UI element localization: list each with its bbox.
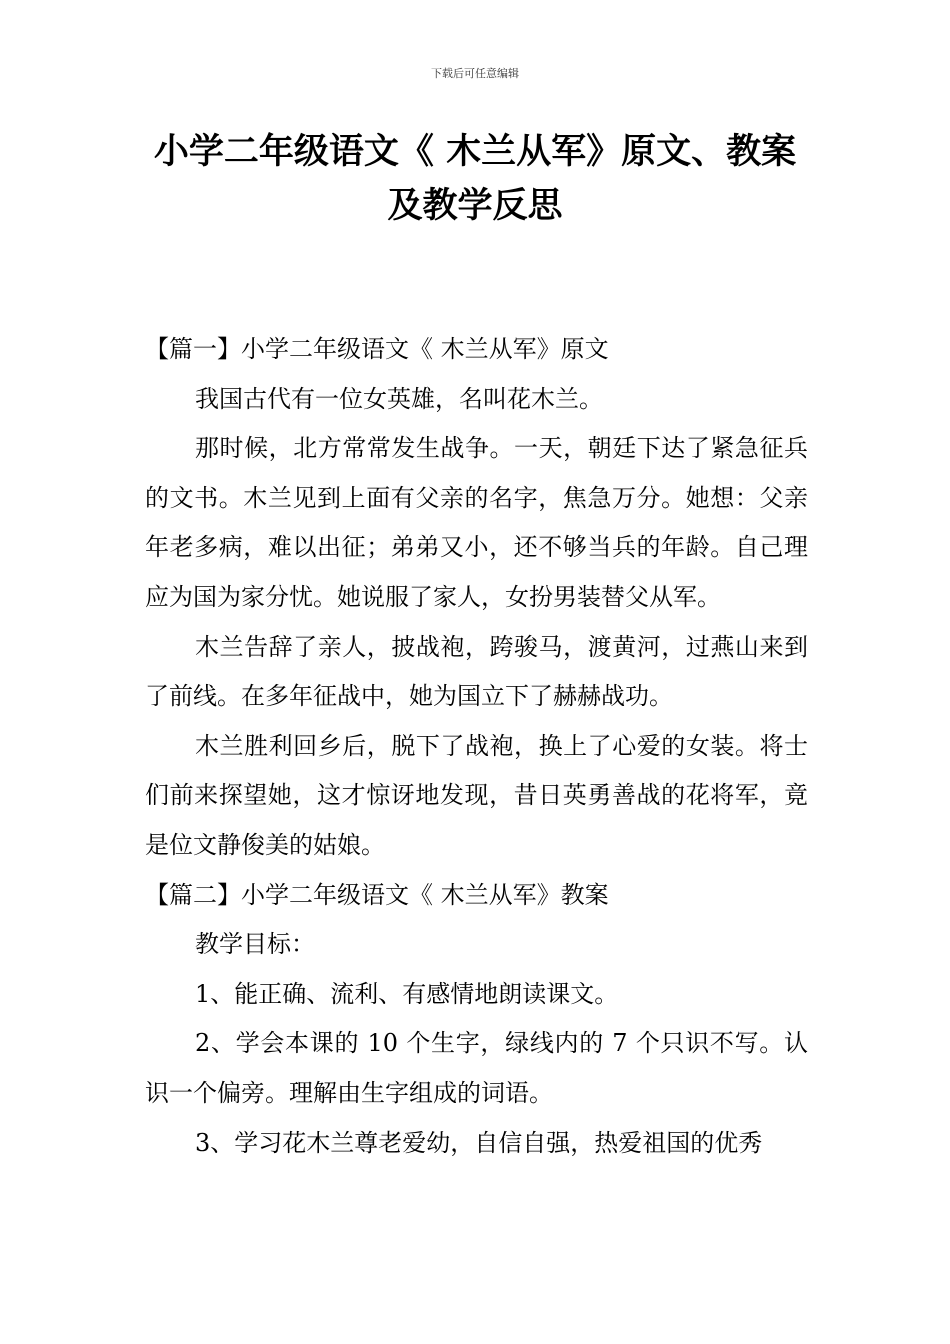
list-item: 1、能正确、流利、有感情地朗读课文。 bbox=[195, 979, 619, 1008]
paragraph: 木兰告辞了亲人，披战袍，跨骏马，渡黄河，过燕山来到了前线。在多年征战中，她为国立下了赫赫战功。 bbox=[145, 632, 808, 711]
list-item: 3、学习花木兰尊老爱幼，自信自强，热爱祖国的优秀 bbox=[195, 1128, 763, 1157]
paragraph: 木兰胜利回乡后，脱下了战袍，换上了心爱的女装。将士们前来探望她，这才惊讶地发现，昔日英勇善战的花将军，竟是位文静俊美的姑娘。 bbox=[145, 731, 808, 859]
download-note: 下载后可任意编辑 bbox=[431, 67, 519, 80]
paragraph: 那时候，北方常常发生战争。一天，朝廷下达了紧急征兵的文书。木兰见到上面有父亲的名字，焦急万分。她想：父亲年老多病，难以出征；弟弟又小，还不够当兵的年龄。自己理应为国为家分忧。她说服了家人，女扮男装替父从军。 bbox=[145, 434, 808, 611]
document-body bbox=[145, 325, 808, 1168]
paragraph: 我国古代有一位女英雄，名叫花木兰。 bbox=[195, 384, 603, 413]
paragraph: 教学目标： bbox=[195, 930, 315, 959]
title-line-2: 及教学反思 bbox=[387, 186, 563, 226]
title-line-1: 小学二年级语文《 木兰从军》原文、教案 bbox=[153, 132, 797, 172]
section-heading-1: 【篇一】小学二年级语文《 木兰从军》原文 bbox=[145, 335, 609, 363]
section-heading-2: 【篇二】小学二年级语文《 木兰从军》教案 bbox=[145, 880, 609, 909]
document-title bbox=[100, 125, 850, 233]
list-item: 2、学会本课的 10 个生字，绿线内的 7 个只识不写。认识一个偏旁。理解由生字组成的词语。 bbox=[145, 1029, 808, 1107]
